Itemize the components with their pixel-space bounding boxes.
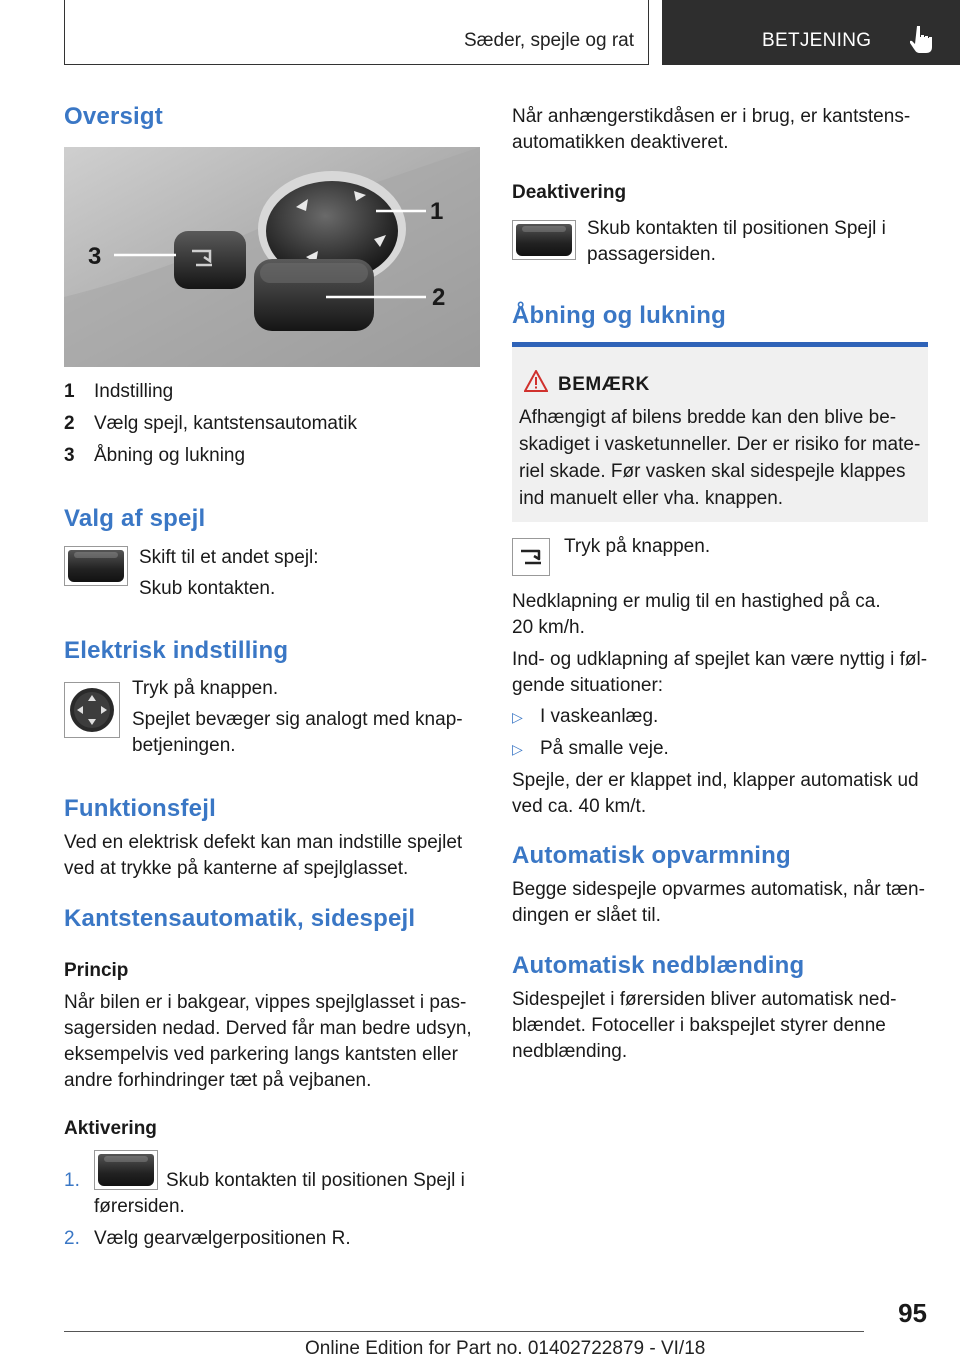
- dimming-heading: Automatisk nedblænding: [512, 952, 805, 979]
- trailer-line-1: Når anhængerstikdåsen er i brug, er kantstens-: [512, 106, 911, 127]
- step-1-number: 1.: [64, 1170, 80, 1191]
- bullet-triangle-icon: ▷: [512, 741, 523, 757]
- principle-line: eksempelvis ved parkering langs kantsten eller: [64, 1044, 458, 1065]
- useful-line-2: gende situationer:: [512, 675, 664, 696]
- legend-number: 3: [64, 445, 75, 466]
- switch-button-icon: [64, 546, 128, 586]
- figure-callout-2: 2: [432, 284, 446, 311]
- header-section-title: Sæder, spejle og rat: [463, 30, 634, 51]
- press-button-text: Tryk på knappen.: [564, 536, 711, 557]
- switch-button-icon: [512, 220, 576, 260]
- header-chapter-label: BETJENING: [762, 30, 872, 51]
- trailer-line-2: automatikken deaktiveret.: [512, 132, 729, 153]
- mirror-controls-illustration: [64, 147, 480, 367]
- fault-line-1: Ved en elektrisk defekt kan man indstille spejlet: [64, 832, 463, 853]
- step-1-line-2: førersiden.: [94, 1196, 185, 1217]
- select-mirror-heading: Valg af spejl: [64, 505, 206, 532]
- legend-text: Indstilling: [94, 381, 174, 402]
- warning-line: Afhængigt af bilens bredde kan den blive be-: [519, 407, 897, 428]
- curb-heading: Kantstensautomatik, sidespejl: [64, 905, 416, 932]
- footer-edition: Online Edition for Part no. 01402722879 - VI/18: [305, 1338, 706, 1359]
- legend-item: [64, 443, 484, 469]
- step-2-text: Vælg gearvælgerpositionen R.: [94, 1228, 351, 1249]
- header-chapter-tab: [662, 0, 960, 65]
- warning-text: [519, 404, 924, 512]
- page-number: 95: [898, 1298, 927, 1328]
- mirror-controls-photo: [64, 147, 480, 367]
- fold-heading: Åbning og lukning: [512, 302, 727, 329]
- electric-line-1: Tryk på knappen.: [132, 678, 279, 699]
- bullet-triangle-icon: ▷: [512, 709, 523, 725]
- footer-divider: [64, 1331, 864, 1332]
- step-1-line-1: Skub kontakten til positionen Spejl i: [166, 1170, 465, 1191]
- legend-number: 2: [64, 413, 75, 434]
- principle-line: sagersiden nedad. Derved får man bedre udsyn,: [64, 1018, 472, 1039]
- figure-callout-3: 3: [88, 243, 102, 270]
- electric-line-2b: betjeningen.: [132, 735, 236, 756]
- warning-box: [512, 342, 928, 522]
- warning-line: skadiget i vasketunneller. Der er risiko for mate-: [519, 434, 921, 455]
- list-item-text: På smalle veje.: [540, 738, 669, 759]
- auto-unfold-line-1: Spejle, der er klappet ind, klapper automatisk ud: [512, 770, 919, 791]
- activation-heading: Aktivering: [64, 1118, 157, 1139]
- select-line-1: Skift til et andet spejl:: [139, 547, 319, 568]
- warning-title: BEMÆRK: [558, 374, 650, 395]
- figure-callout-1: 1: [430, 198, 444, 225]
- warning-line: ind manuelt eller vha. knappen.: [519, 488, 784, 509]
- electric-adjust-heading: Elektrisk indstilling: [64, 637, 289, 664]
- list-item-text: I vaskeanlæg.: [540, 706, 659, 727]
- overview-heading: Oversigt: [64, 103, 163, 130]
- dimming-line: nedblænding.: [512, 1041, 628, 1062]
- heating-line-2: dingen er slået til.: [512, 905, 661, 926]
- step-2-number: 2.: [64, 1228, 80, 1249]
- speed-line-1: Nedklapning er mulig til en hastighed på ca.: [512, 591, 881, 612]
- heating-line-1: Begge sidespejle opvarmes automatisk, når tæn-: [512, 879, 925, 900]
- select-line-2: Skub kontakten.: [139, 578, 276, 599]
- principle-line: Når bilen er i bakgear, vippes spejlglasset i pas-: [64, 992, 467, 1013]
- joystick-button-icon: [64, 682, 120, 738]
- legend-item: [64, 379, 484, 405]
- deactivation-heading: Deaktivering: [512, 182, 627, 203]
- pointing-hand-icon: [910, 24, 936, 54]
- dimming-line: Sidespejlet i førersiden bliver automatisk ned-: [512, 989, 897, 1010]
- switch-button-icon: [94, 1150, 158, 1190]
- fault-heading: Funktionsfejl: [64, 795, 216, 822]
- electric-line-2a: Spejlet bevæger sig analogt med knap-: [132, 709, 463, 730]
- dimming-line: blændet. Fotoceller i bakspejlet styrer denne: [512, 1015, 886, 1036]
- header-section-box: [64, 0, 649, 65]
- mirror-fold-button-icon: [512, 538, 550, 576]
- useful-line-1: Ind- og udklapning af spejlet kan være nyttig i føl-: [512, 649, 928, 670]
- warning-triangle-icon: [524, 370, 548, 392]
- fault-line-2: ved at trykke på kanterne af spejlglasset.: [64, 858, 409, 879]
- speed-line-2: 20 km/h.: [512, 617, 585, 638]
- legend-item: [64, 411, 484, 437]
- principle-line: andre forhindringer tæt på vejbanen.: [64, 1070, 372, 1091]
- auto-unfold-line-2: ved ca. 40 km/t.: [512, 796, 647, 817]
- heating-heading: Automatisk opvarmning: [512, 842, 791, 869]
- legend-number: 1: [64, 381, 75, 402]
- legend-text: Vælg spejl, kantstensautomatik: [94, 413, 357, 434]
- warning-line: riel skade. Før vasken skal sidespejle klappes: [519, 461, 906, 482]
- principle-heading: Princip: [64, 960, 129, 981]
- legend-text: Åbning og lukning: [94, 445, 246, 466]
- deactivation-line-1: Skub kontakten til positionen Spejl i: [587, 218, 886, 239]
- deactivation-line-2: passagersiden.: [587, 244, 716, 265]
